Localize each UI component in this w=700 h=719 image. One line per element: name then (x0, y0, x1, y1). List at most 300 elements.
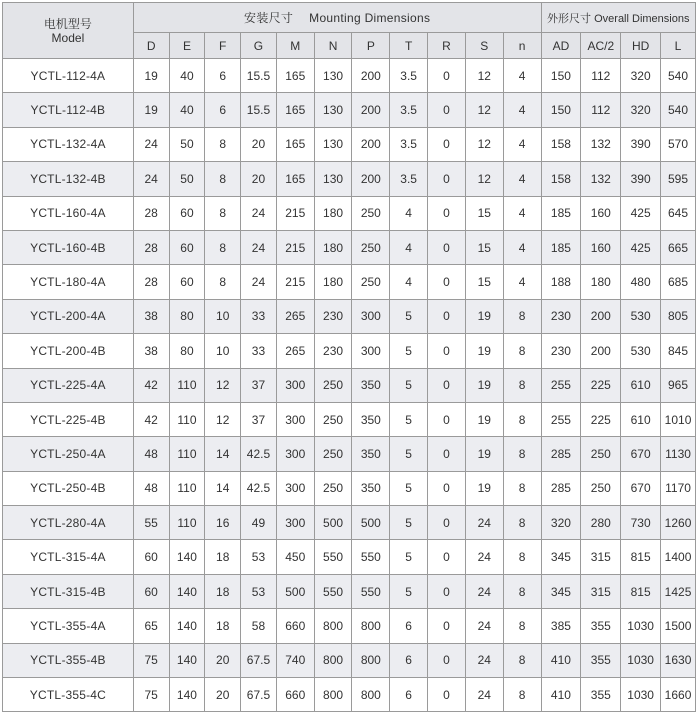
table-row (3, 93, 696, 127)
value-cell: 10 (205, 334, 241, 368)
value-cell: 8 (503, 368, 541, 402)
value-cell: 150 (541, 93, 581, 127)
value-cell: 1010 (661, 402, 696, 436)
value-cell: 610 (621, 402, 661, 436)
value-cell: 250 (352, 230, 390, 264)
value-cell: 300 (352, 334, 390, 368)
column-header: G (241, 33, 277, 59)
value-cell: 1500 (661, 609, 696, 643)
value-cell: 665 (661, 230, 696, 264)
value-cell: 180 (581, 265, 621, 299)
value-cell: 1030 (621, 643, 661, 677)
value-cell: 8 (503, 471, 541, 505)
value-cell: 6 (390, 678, 428, 712)
table-row (3, 540, 696, 574)
value-cell: 3.5 (390, 93, 428, 127)
value-cell: 410 (541, 643, 581, 677)
value-cell: 158 (541, 127, 581, 161)
value-cell: 132 (581, 162, 621, 196)
value-cell: 1630 (661, 643, 696, 677)
value-cell: 12 (205, 402, 241, 436)
value-cell: 6 (205, 93, 241, 127)
value-cell: 6 (205, 59, 241, 93)
value-cell: 50 (169, 127, 205, 161)
value-cell: 15.5 (241, 93, 277, 127)
value-cell: 215 (276, 265, 314, 299)
value-cell: 0 (428, 162, 466, 196)
model-cell: YCTL-355-4C (3, 678, 134, 712)
value-cell: 550 (314, 540, 352, 574)
table-row (3, 265, 696, 299)
value-cell: 42.5 (241, 437, 277, 471)
value-cell: 1660 (661, 678, 696, 712)
column-header: M (276, 33, 314, 59)
value-cell: 20 (241, 127, 277, 161)
value-cell: 390 (621, 127, 661, 161)
value-cell: 19 (465, 402, 503, 436)
value-cell: 8 (503, 574, 541, 608)
value-cell: 250 (581, 471, 621, 505)
value-cell: 800 (314, 643, 352, 677)
value-cell: 80 (169, 334, 205, 368)
value-cell: 200 (352, 162, 390, 196)
value-cell: 350 (352, 437, 390, 471)
value-cell: 815 (621, 540, 661, 574)
table-row (3, 368, 696, 402)
value-cell: 805 (661, 299, 696, 333)
value-cell: 285 (541, 437, 581, 471)
column-header: S (465, 33, 503, 59)
value-cell: 15.5 (241, 59, 277, 93)
value-cell: 300 (276, 368, 314, 402)
table-row (3, 230, 696, 264)
value-cell: 5 (390, 506, 428, 540)
value-cell: 18 (205, 609, 241, 643)
value-cell: 140 (169, 540, 205, 574)
value-cell: 20 (205, 678, 241, 712)
value-cell: 5 (390, 437, 428, 471)
value-cell: 3.5 (390, 127, 428, 161)
value-cell: 5 (390, 368, 428, 402)
column-header: T (390, 33, 428, 59)
value-cell: 320 (621, 59, 661, 93)
value-cell: 65 (133, 609, 169, 643)
value-cell: 42 (133, 368, 169, 402)
model-cell: YCTL-355-4B (3, 643, 134, 677)
value-cell: 33 (241, 334, 277, 368)
value-cell: 110 (169, 437, 205, 471)
value-cell: 8 (503, 540, 541, 574)
value-cell: 10 (205, 299, 241, 333)
model-cell: YCTL-132-4A (3, 127, 134, 161)
value-cell: 15 (465, 265, 503, 299)
value-cell: 4 (503, 93, 541, 127)
value-cell: 250 (352, 265, 390, 299)
table-row (3, 609, 696, 643)
value-cell: 130 (314, 162, 352, 196)
table-row (3, 127, 696, 161)
value-cell: 595 (661, 162, 696, 196)
value-cell: 18 (205, 574, 241, 608)
model-label-en: Model (51, 30, 85, 45)
value-cell: 800 (314, 609, 352, 643)
value-cell: 33 (241, 299, 277, 333)
value-cell: 500 (276, 574, 314, 608)
value-cell: 225 (581, 368, 621, 402)
value-cell: 800 (352, 643, 390, 677)
table-row (3, 643, 696, 677)
value-cell: 24 (465, 643, 503, 677)
value-cell: 140 (169, 609, 205, 643)
column-header: HD (621, 33, 661, 59)
value-cell: 110 (169, 471, 205, 505)
value-cell: 140 (169, 643, 205, 677)
value-cell: 8 (205, 265, 241, 299)
value-cell: 6 (390, 609, 428, 643)
column-header: AD (541, 33, 581, 59)
value-cell: 165 (276, 127, 314, 161)
value-cell: 24 (133, 162, 169, 196)
value-cell: 0 (428, 196, 466, 230)
value-cell: 0 (428, 609, 466, 643)
value-cell: 550 (314, 574, 352, 608)
value-cell: 540 (661, 59, 696, 93)
dimension-table (2, 2, 696, 712)
value-cell: 250 (314, 368, 352, 402)
value-cell: 225 (581, 402, 621, 436)
model-cell: YCTL-112-4B (3, 93, 134, 127)
value-cell: 48 (133, 471, 169, 505)
value-cell: 410 (541, 678, 581, 712)
value-cell: 255 (541, 402, 581, 436)
value-cell: 730 (621, 506, 661, 540)
value-cell: 250 (314, 471, 352, 505)
value-cell: 200 (581, 334, 621, 368)
value-cell: 660 (276, 609, 314, 643)
value-cell: 19 (465, 334, 503, 368)
value-cell: 550 (352, 574, 390, 608)
value-cell: 265 (276, 299, 314, 333)
model-cell: YCTL-315-4A (3, 540, 134, 574)
value-cell: 20 (205, 643, 241, 677)
header-group-row (3, 3, 696, 33)
model-cell: YCTL-225-4A (3, 368, 134, 402)
value-cell: 8 (205, 127, 241, 161)
table-row (3, 437, 696, 471)
model-cell: YCTL-132-4B (3, 162, 134, 196)
value-cell: 19 (133, 93, 169, 127)
value-cell: 112 (581, 93, 621, 127)
value-cell: 3.5 (390, 162, 428, 196)
value-cell: 300 (276, 402, 314, 436)
value-cell: 24 (133, 127, 169, 161)
model-label-cn: 电机型号 (43, 16, 92, 31)
column-header: E (169, 33, 205, 59)
value-cell: 200 (581, 299, 621, 333)
value-cell: 42.5 (241, 471, 277, 505)
value-cell: 1030 (621, 609, 661, 643)
value-cell: 12 (465, 59, 503, 93)
dimension-table-container (2, 2, 696, 712)
value-cell: 50 (169, 162, 205, 196)
value-cell: 8 (503, 678, 541, 712)
value-cell: 8 (503, 402, 541, 436)
value-cell: 6 (390, 643, 428, 677)
value-cell: 4 (503, 230, 541, 264)
value-cell: 60 (169, 230, 205, 264)
value-cell: 24 (465, 506, 503, 540)
model-cell: YCTL-250-4A (3, 437, 134, 471)
model-column-header (3, 3, 134, 59)
value-cell: 250 (314, 437, 352, 471)
value-cell: 425 (621, 196, 661, 230)
value-cell: 200 (352, 127, 390, 161)
value-cell: 18 (205, 540, 241, 574)
value-cell: 540 (661, 93, 696, 127)
value-cell: 19 (465, 437, 503, 471)
value-cell: 320 (541, 506, 581, 540)
value-cell: 200 (352, 93, 390, 127)
value-cell: 165 (276, 59, 314, 93)
value-cell: 355 (581, 678, 621, 712)
value-cell: 8 (503, 609, 541, 643)
value-cell: 180 (314, 196, 352, 230)
value-cell: 40 (169, 59, 205, 93)
value-cell: 19 (465, 299, 503, 333)
value-cell: 280 (581, 506, 621, 540)
value-cell: 255 (541, 368, 581, 402)
value-cell: 300 (352, 299, 390, 333)
model-cell: YCTL-160-4A (3, 196, 134, 230)
value-cell: 215 (276, 230, 314, 264)
table-row (3, 574, 696, 608)
value-cell: 49 (241, 506, 277, 540)
value-cell: 5 (390, 471, 428, 505)
value-cell: 180 (314, 265, 352, 299)
value-cell: 530 (621, 334, 661, 368)
value-cell: 1130 (661, 437, 696, 471)
value-cell: 315 (581, 540, 621, 574)
value-cell: 740 (276, 643, 314, 677)
value-cell: 570 (661, 127, 696, 161)
table-row (3, 506, 696, 540)
value-cell: 4 (390, 230, 428, 264)
value-cell: 28 (133, 265, 169, 299)
value-cell: 28 (133, 230, 169, 264)
value-cell: 450 (276, 540, 314, 574)
value-cell: 165 (276, 162, 314, 196)
value-cell: 130 (314, 93, 352, 127)
value-cell: 19 (133, 59, 169, 93)
value-cell: 158 (541, 162, 581, 196)
column-header: N (314, 33, 352, 59)
value-cell: 24 (241, 265, 277, 299)
value-cell: 230 (314, 334, 352, 368)
value-cell: 5 (390, 402, 428, 436)
value-cell: 19 (465, 471, 503, 505)
value-cell: 0 (428, 678, 466, 712)
value-cell: 4 (503, 162, 541, 196)
value-cell: 350 (352, 471, 390, 505)
value-cell: 4 (503, 59, 541, 93)
value-cell: 20 (241, 162, 277, 196)
column-header: L (661, 33, 696, 59)
value-cell: 80 (169, 299, 205, 333)
value-cell: 14 (205, 437, 241, 471)
value-cell: 0 (428, 471, 466, 505)
value-cell: 250 (352, 196, 390, 230)
value-cell: 132 (581, 127, 621, 161)
value-cell: 660 (276, 678, 314, 712)
mounting-dimensions-header: 安装尺寸 Mounting Dimensions (133, 3, 541, 33)
value-cell: 800 (352, 678, 390, 712)
table-row (3, 678, 696, 712)
value-cell: 58 (241, 609, 277, 643)
value-cell: 4 (390, 265, 428, 299)
table-row (3, 402, 696, 436)
value-cell: 15 (465, 230, 503, 264)
value-cell: 320 (621, 93, 661, 127)
value-cell: 0 (428, 265, 466, 299)
value-cell: 185 (541, 230, 581, 264)
value-cell: 215 (276, 196, 314, 230)
value-cell: 0 (428, 127, 466, 161)
value-cell: 0 (428, 643, 466, 677)
value-cell: 12 (465, 162, 503, 196)
value-cell: 425 (621, 230, 661, 264)
value-cell: 480 (621, 265, 661, 299)
model-cell: YCTL-200-4B (3, 334, 134, 368)
value-cell: 1425 (661, 574, 696, 608)
value-cell: 112 (581, 59, 621, 93)
table-row (3, 471, 696, 505)
value-cell: 24 (465, 678, 503, 712)
value-cell: 180 (314, 230, 352, 264)
value-cell: 40 (169, 93, 205, 127)
value-cell: 8 (503, 643, 541, 677)
value-cell: 0 (428, 230, 466, 264)
value-cell: 965 (661, 368, 696, 402)
value-cell: 4 (390, 196, 428, 230)
value-cell: 5 (390, 540, 428, 574)
value-cell: 37 (241, 368, 277, 402)
value-cell: 0 (428, 402, 466, 436)
value-cell: 130 (314, 127, 352, 161)
value-cell: 0 (428, 540, 466, 574)
value-cell: 685 (661, 265, 696, 299)
value-cell: 265 (276, 334, 314, 368)
value-cell: 845 (661, 334, 696, 368)
value-cell: 8 (503, 299, 541, 333)
value-cell: 19 (465, 368, 503, 402)
value-cell: 53 (241, 574, 277, 608)
value-cell: 67.5 (241, 643, 277, 677)
value-cell: 350 (352, 368, 390, 402)
value-cell: 8 (503, 334, 541, 368)
value-cell: 645 (661, 196, 696, 230)
column-header: n (503, 33, 541, 59)
value-cell: 60 (169, 196, 205, 230)
value-cell: 188 (541, 265, 581, 299)
value-cell: 75 (133, 678, 169, 712)
value-cell: 815 (621, 574, 661, 608)
value-cell: 4 (503, 265, 541, 299)
model-cell: YCTL-225-4B (3, 402, 134, 436)
model-cell: YCTL-200-4A (3, 299, 134, 333)
model-cell: YCTL-180-4A (3, 265, 134, 299)
value-cell: 24 (465, 609, 503, 643)
table-body (3, 59, 696, 712)
value-cell: 140 (169, 678, 205, 712)
value-cell: 38 (133, 299, 169, 333)
value-cell: 60 (133, 574, 169, 608)
value-cell: 12 (465, 93, 503, 127)
value-cell: 4 (503, 127, 541, 161)
value-cell: 800 (314, 678, 352, 712)
column-header: F (205, 33, 241, 59)
value-cell: 48 (133, 437, 169, 471)
value-cell: 670 (621, 471, 661, 505)
value-cell: 200 (352, 59, 390, 93)
model-cell: YCTL-315-4B (3, 574, 134, 608)
table-row (3, 334, 696, 368)
value-cell: 350 (352, 402, 390, 436)
value-cell: 345 (541, 574, 581, 608)
value-cell: 8 (503, 506, 541, 540)
value-cell: 160 (581, 196, 621, 230)
value-cell: 230 (541, 334, 581, 368)
value-cell: 24 (241, 196, 277, 230)
value-cell: 385 (541, 609, 581, 643)
value-cell: 300 (276, 506, 314, 540)
value-cell: 230 (314, 299, 352, 333)
value-cell: 530 (621, 299, 661, 333)
column-header: P (352, 33, 390, 59)
value-cell: 4 (503, 196, 541, 230)
value-cell: 185 (541, 196, 581, 230)
value-cell: 16 (205, 506, 241, 540)
value-cell: 500 (352, 506, 390, 540)
value-cell: 355 (581, 609, 621, 643)
value-cell: 5 (390, 334, 428, 368)
value-cell: 15 (465, 196, 503, 230)
model-cell: YCTL-280-4A (3, 506, 134, 540)
value-cell: 1260 (661, 506, 696, 540)
table-row (3, 59, 696, 93)
value-cell: 5 (390, 574, 428, 608)
value-cell: 0 (428, 93, 466, 127)
value-cell: 8 (503, 437, 541, 471)
value-cell: 12 (205, 368, 241, 402)
value-cell: 110 (169, 506, 205, 540)
value-cell: 315 (581, 574, 621, 608)
value-cell: 0 (428, 368, 466, 402)
value-cell: 42 (133, 402, 169, 436)
value-cell: 165 (276, 93, 314, 127)
value-cell: 250 (314, 402, 352, 436)
value-cell: 110 (169, 402, 205, 436)
value-cell: 670 (621, 437, 661, 471)
value-cell: 5 (390, 299, 428, 333)
value-cell: 14 (205, 471, 241, 505)
value-cell: 60 (133, 540, 169, 574)
value-cell: 150 (541, 59, 581, 93)
value-cell: 300 (276, 471, 314, 505)
column-header: AC/2 (581, 33, 621, 59)
model-cell: YCTL-355-4A (3, 609, 134, 643)
value-cell: 38 (133, 334, 169, 368)
value-cell: 0 (428, 574, 466, 608)
